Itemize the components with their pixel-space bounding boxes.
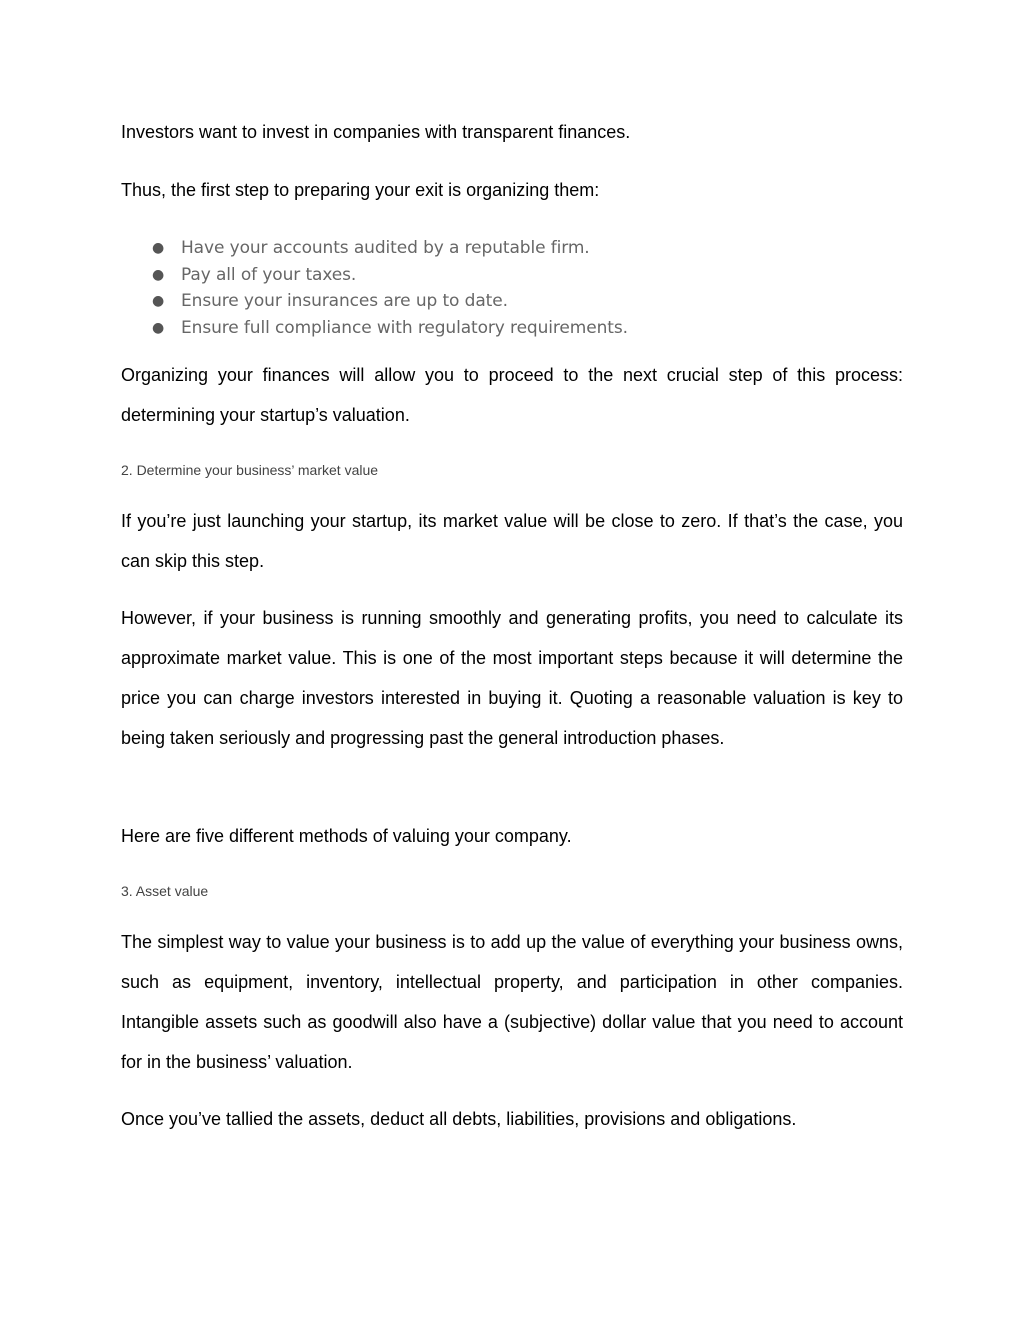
paragraph-five-methods: Here are five different methods of valuing your company.: [121, 826, 572, 846]
paragraph-running-smoothly: However, if your business is running smoothly and generating profits, you need to calculate its approximate market value. This is one of the most important steps because it will determine the price you can charge investors interested in buying it. Quoting a reasonable valuation is key to being taken seriously and progressing past the general introduction phases.: [121, 608, 903, 748]
paragraph-first-step: Thus, the first step to preparing your exit is organizing them:: [121, 180, 600, 200]
bullet-icon: ●: [152, 240, 165, 256]
paragraph-deduct-debts: Once you’ve tallied the assets, deduct all debts, liabilities, provisions and obligations.: [121, 1109, 797, 1129]
checklist: [121, 235, 628, 342]
list-item: ● Ensure your insurances are up to date.: [121, 288, 628, 315]
paragraph-launching-startup: If you’re just launching your startup, its market value will be close to zero. If that’s the case, you can skip this step.: [121, 511, 903, 571]
bullet-icon: ●: [152, 293, 165, 310]
list-item: ● Pay all of your taxes.: [121, 262, 628, 289]
paragraph-organizing-finances: Organizing your finances will allow you to proceed to the next crucial step of this process: determining your startup’s valuation.: [121, 365, 903, 425]
bullet-icon: ●: [152, 266, 165, 283]
bullet-icon: ●: [152, 320, 165, 337]
paragraph-transparent-finances: Investors want to invest in companies with transparent finances.: [121, 122, 631, 142]
paragraph-simplest-way: The simplest way to value your business is to add up the value of everything your business owns, such as equipment, inventory, intellectual property, and participation in other companies. Intangible assets such as goodwill also have a (subjective) dollar value that you need to account for in the business’ valuation.: [121, 932, 903, 1072]
section-heading-market-value: 2. Determine your business’ market value: [121, 462, 379, 478]
section-heading-asset-value: 3. Asset value: [121, 883, 209, 899]
list-item: ● Have your accounts audited by a reputable firm.: [121, 235, 628, 262]
list-item: ● Ensure full compliance with regulatory requirements.: [121, 315, 628, 342]
